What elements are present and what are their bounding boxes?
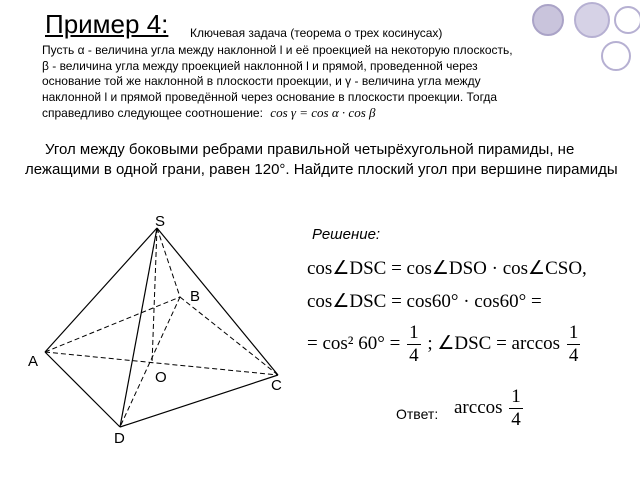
answer-label: Ответ: [396,406,439,422]
equation-3-mid: ; ∠DSC = arccos [427,332,561,354]
answer-numerator: 1 [511,386,521,407]
vertex-label-B: B [190,288,201,305]
edge-AB [45,297,180,352]
theorem-line: Пусть α - величина угла между наклонной l и её проекцией на некоторую плоскость, [42,43,513,57]
edge-DC [120,375,278,427]
equation-2: cos∠DSC = cos60° · cos60° = [307,291,542,312]
answer-function: arccos [454,396,503,418]
answer-value [454,386,525,431]
fraction-numerator: 1 [409,322,419,343]
fraction-denominator: 4 [568,345,579,366]
equation-3 [307,322,582,367]
theorem-line: наклонной l и прямой проведённой через основание в плоскости проекции. Тогда [42,89,498,104]
vertex-label-S: S [155,213,166,230]
edge-SC [157,228,278,375]
page-subtitle: Ключевая задача (теорема о трех косинусах) [190,26,443,40]
fraction-numerator: 1 [568,322,579,343]
theorem-formula: cos γ = cos α · cos β [270,105,376,120]
solution-label: Решение: [312,226,381,243]
equation-3-prefix: = cos² 60° = [307,332,401,354]
equation-1: cos∠DSC = cos∠DSO · cos∠CSO, [307,258,587,279]
vertex-label-C: C [271,377,282,394]
theorem-line: β - величина угла между проекцией наклонной l и прямой, проведенной через [42,58,478,73]
page-title: Пример 4: [45,9,169,39]
edge-SB [157,228,180,297]
pyramid-diagram [20,212,320,467]
fraction-denominator: 4 [409,345,419,366]
edge-SD [120,228,157,427]
answer-denominator: 4 [511,409,521,430]
theorem-line-text: справедливо следующее соотношение: [42,106,263,120]
center-label-O: O [155,369,167,386]
theorem-line: основание той же наклонной в плоскости проекции, и γ - величина угла между [42,74,481,88]
theorem-text [42,43,620,122]
fraction [567,322,581,367]
vertex-label-A: A [28,353,39,370]
theorem-line [42,105,620,122]
problem-statement: Угол между боковыми ребрами правильной четырёхугольной пирамиды, не лежащими в одной грани, равен 120°. Найдите плоский угол при вершине пирамиды [25,141,618,178]
edge-SA [45,228,157,352]
answer-fraction [509,386,523,431]
fraction [407,322,421,367]
edge-BC [180,297,278,375]
vertex-label-D: D [114,430,125,447]
edge-AD [45,352,120,427]
